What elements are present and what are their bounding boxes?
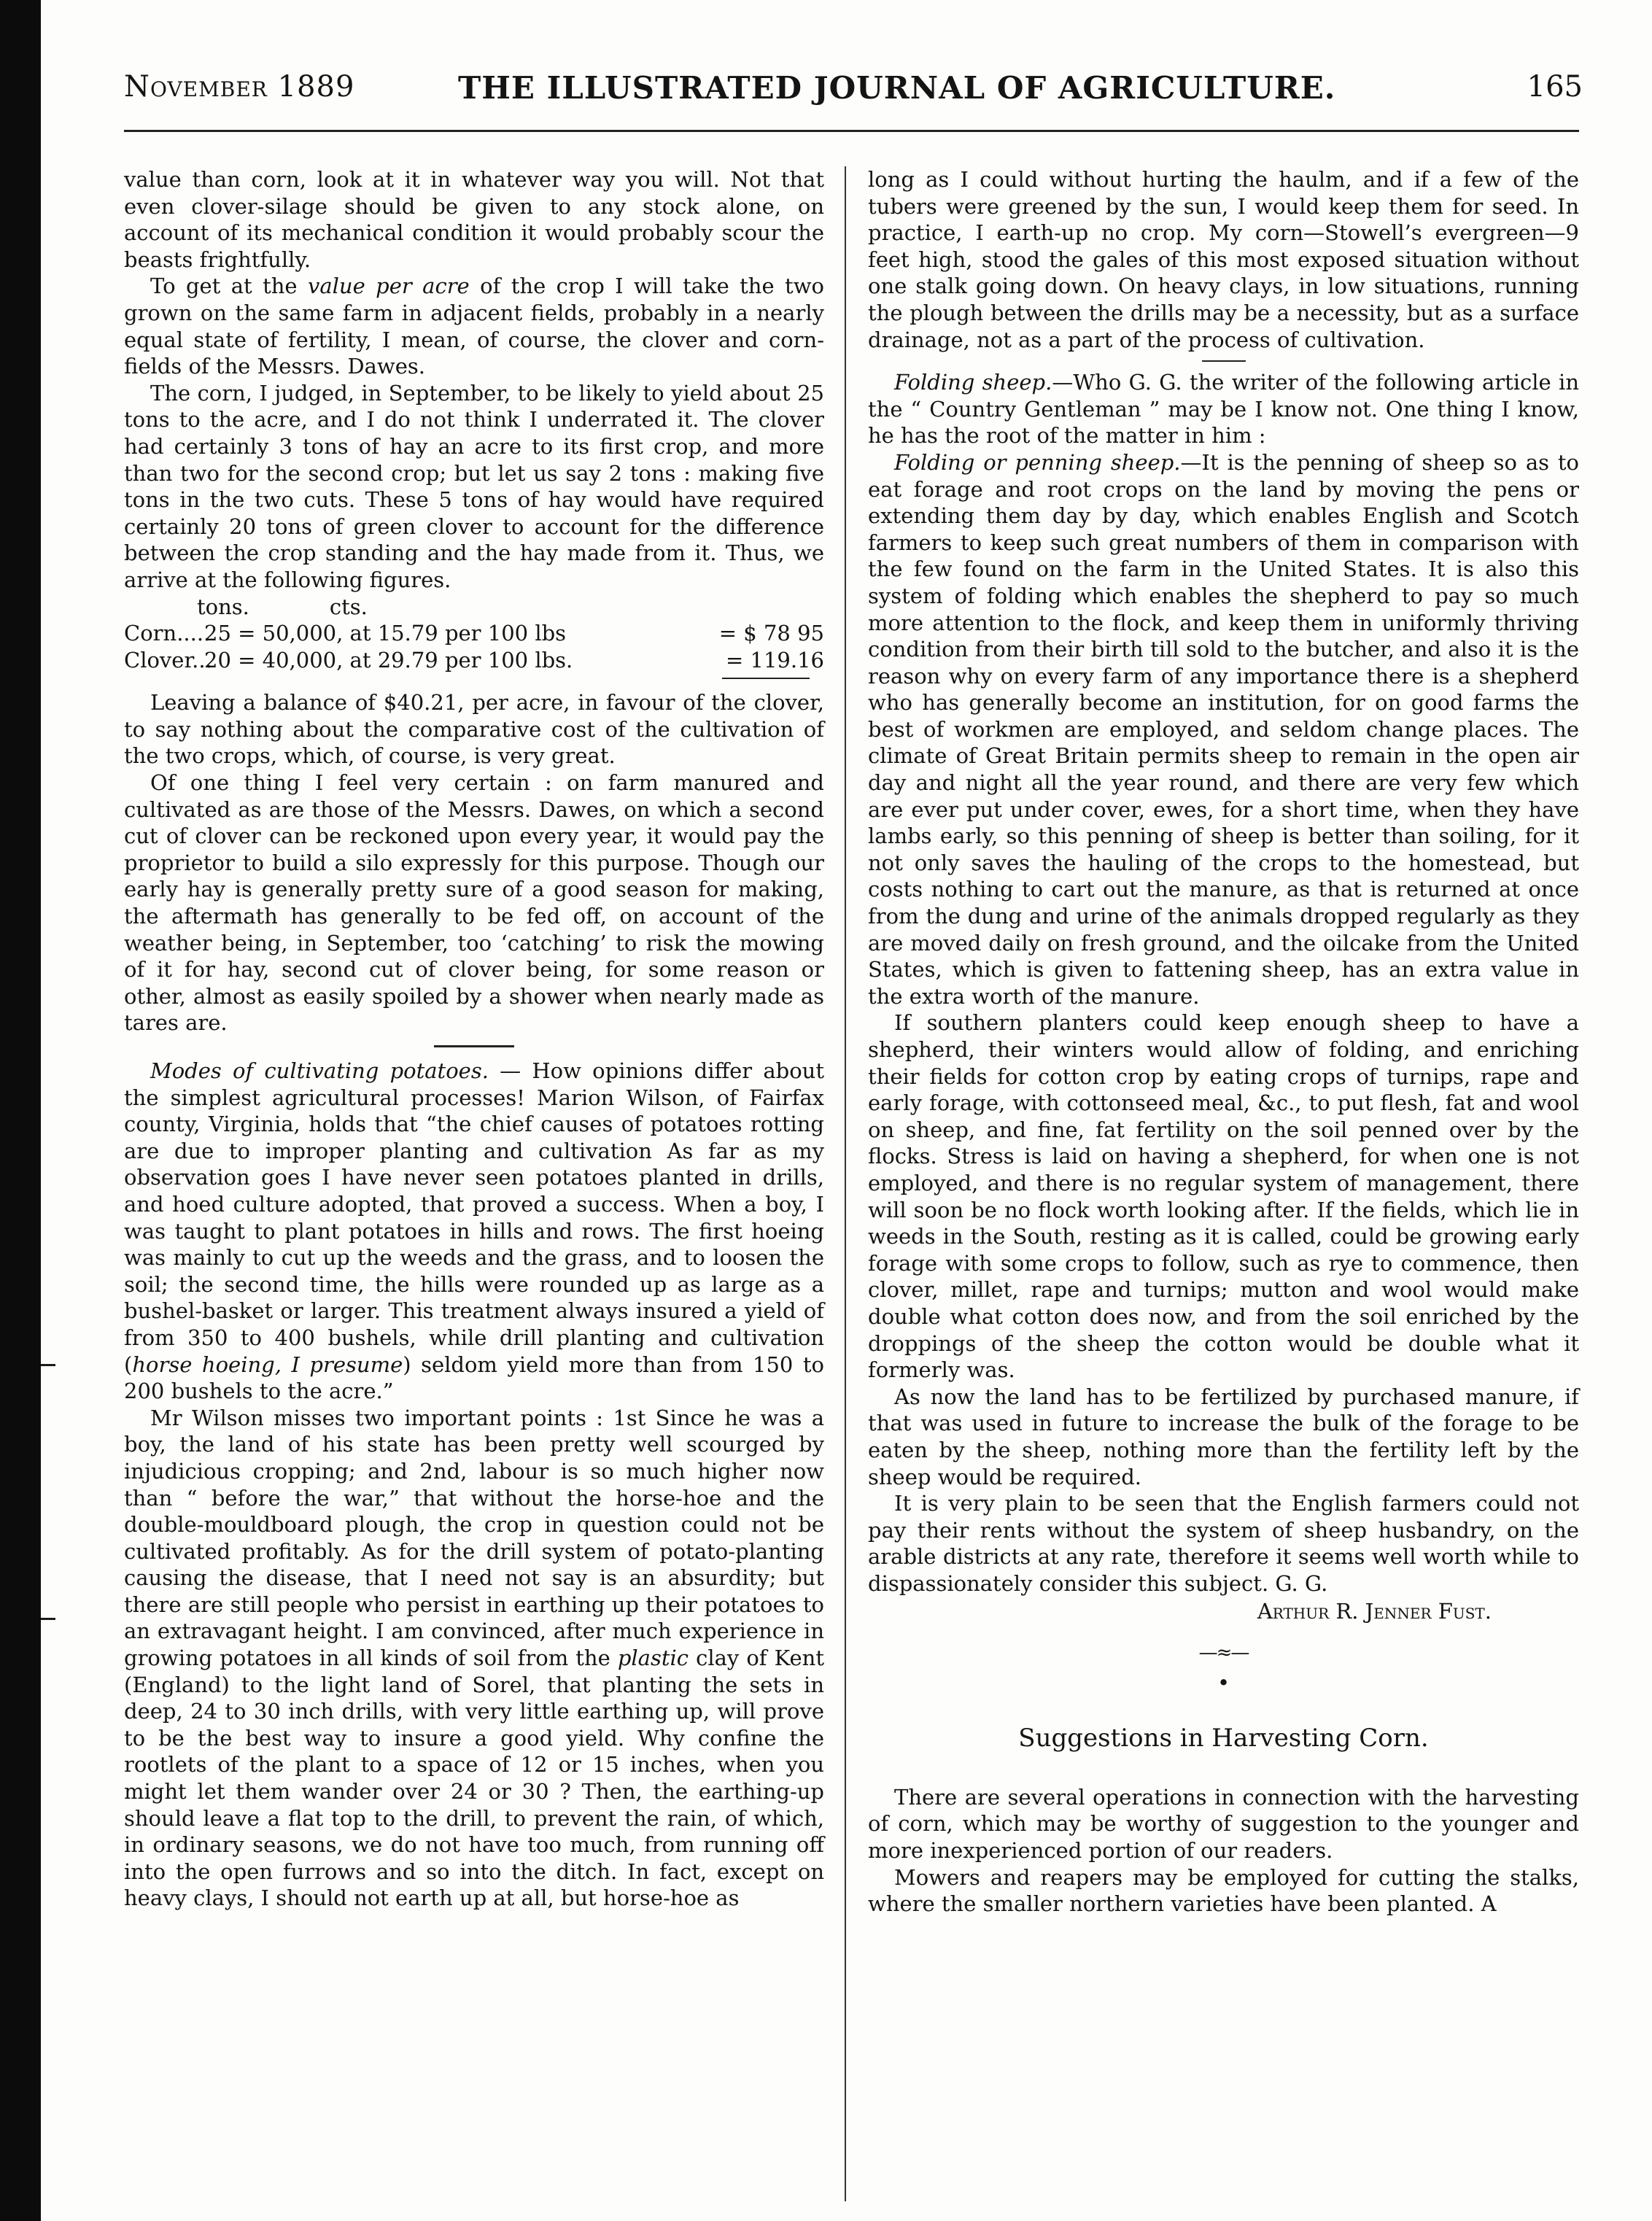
ornament-dot: • <box>1217 1670 1230 1695</box>
right-column <box>868 166 1579 1918</box>
paragraph: long as I could without hurting the haulm, and if a few of the tubers were greened by the sun, I would keep them for seed. In practice, I earth-up no crop. My corn—Stowell’s evergreen—9 feet high, stood the gales of this most exposed situation without one stalk going down. On heavy clays, in low situations, running the plough between the drills may be a necessity, but as a surface drainage, not as a part of the process of cultivation. <box>868 167 1579 352</box>
ornament-divider: —≈— <box>1198 1642 1249 1664</box>
author-signature: Arthur R. Jenner Fust. <box>1257 1599 1492 1624</box>
page-number: 165 <box>1527 70 1583 104</box>
margin-mark <box>41 1618 55 1620</box>
section-separator <box>434 1045 514 1047</box>
paragraph: value than corn, look at it in whatever way you will. Not that even clover-silage should be given to any stock alone, on account of its mechanical condition it would probably scour the beasts frightfully. <box>124 167 824 272</box>
left-column <box>124 166 824 1912</box>
paragraph: Folding sheep.—Who G. G. the writer of the following article in the “ Country Gentleman ” may be I know not. One thing I know, he has the root of the matter in him : <box>868 370 1579 449</box>
paragraph: As now the land has to be fertilized by purchased manure, if that was used in future to increase the bulk of the forage to be eaten by the sheep, nothing more than the fertility left by the sheep would be required. <box>868 1384 1579 1489</box>
paragraph: Folding or penning sheep.—It is the penning of sheep so as to eat forage and root crops on the land by moving the pens or extending them day by day, which enables English and Scotch farmers to keep such great numbers of them in comparison with the few found on the farm in the United States. It is also this system of folding which enables the shepherd to pay so much more attention to the flock, and keep them in uniformly thriving condition from their birth till sold to the butcher, and also it is the reason why on every farm of any importance there is a shepherd who has generally become an institution, for on good farms the best of workmen are employed, and seldom change places. The climate of Great Britain permits sheep to remain in the open air day and night all the year round, and there are very few which are ever put under cover, ewes, for a short time, when they have lambs early, so this penning of sheep is better than soiling, for it not only saves the hauling of the crops to the homestead, but costs nothing to cart out the manure, as that is returned at once from the dung and urine of the animals dropped regularly as they are moved daily on fresh ground, and the oilcake from the United States, which is given to fattening sheep, has an extra value in the extra worth of the manure. <box>868 449 1579 1009</box>
paragraph: If southern planters could keep enough sheep to have a shepherd, their winters would allow of folding, and enriching their fields for cotton crop by eating crops of turnips, rape and early forage, with cottonseed meal, &c., to put flesh, fat and wool on sheep, and fine, fat fertility on the soil penned over by the flocks. Stress is laid on having a shepherd, for when one is not employed, and there is no regular system of management, there will soon be no flock worth looking after. If the fields, which lie in weeds in the South, resting as it is called, could be growing early forage with some crops to follow, such as rye to commence, then clover, millet, rape and turnips; mutton and wool would make double what cotton does now, and from the soil enriched by the droppings of the sheep the cotton would be double what it formerly was. <box>868 1010 1579 1383</box>
running-head <box>124 70 1583 114</box>
paragraph: Mowers and reapers may be employed for cutting the stalks, where the smaller northern varieties have been planted. A <box>868 1864 1579 1917</box>
journal-title: THE ILLUSTRATED JOURNAL OF AGRICULTURE. <box>458 70 1336 106</box>
calculation-table <box>124 594 824 680</box>
binding-spine <box>0 0 41 2221</box>
paragraph: It is very plain to be seen that the English farmers could not pay their rents without the system of sheep husbandry, on the arable districts at any rate, therefore it seems well worth while to dispassionately consider this subject. G. G. <box>868 1491 1579 1596</box>
calc-units-row: tons. cts. <box>197 594 368 619</box>
calc-row-corn: Corn..... 25 = 50,000, at 15.79 per 100 lbs = $ 78 95 <box>124 621 824 646</box>
header-rule <box>124 130 1579 132</box>
paragraph: Of one thing I feel very certain : on farm manured and cultivated as are those of the Messrs. Dawes, on which a second cut of clover can be reckoned upon every year, it would pay the proprietor to build a silo expressly for this purpose. Though our early hay is generally pretty sure of a good season for making, the aftermath has generally to be fed off, on account of the weather being, in September, too ‘catching’ to risk the mowing of it for hay, second cut of clover being, for some reason or other, almost as easily spoiled by a shower when nearly made as tares are. <box>124 770 824 1036</box>
paragraph: There are several operations in connection with the harvesting of corn, which may be worthy of suggestion to the younger and more inexperienced portion of our readers. <box>868 1784 1579 1864</box>
paragraph: Leaving a balance of $40.21, per acre, in favour of the clover, to say nothing about the comparative cost of the cultivation of the two crops, which, of course, is very great. <box>124 690 824 769</box>
column-rule <box>845 166 846 2201</box>
paragraph: To get at the value per acre of the crop I will take the two grown on the same farm in adjacent fields, probably in a nearly equal state of fertility, I mean, of course, the clover and corn-fields of the Messrs. Dawes. <box>124 274 824 379</box>
paragraph: Mr Wilson misses two important points : 1st Since he was a boy, the land of his state has been pretty well scourged by injudicious cropping; and 2nd, labour is so much higher now than “ before the war,” that without the horse-hoe and the double-mouldboard plough, the crop in question could not be cultivated profitably. As for the drill system of potato-planting causing the disease, that I need not say is an absurdity; but there are still people who persist in earthing up their potatoes to an extravagant height. I am convinced, after much experience in growing potatoes in all kinds of soil from the plastic clay of Kent (England) to the light land of Sorel, that planting the sets in deep, 24 to 30 inch drills, with very little earthing up, will prove to be the best way to insure a good yield. Why confine the rootlets of the plant to a space of 12 or 15 inches, when you might let them wander over 24 or 30 ? Then, the earthing-up should leave a flat top to the drill, to prevent the rain, of which, in ordinary seasons, we do not have too much, from running off into the open furrows and so into the ditch. In fact, except on heavy clays, I should not earth up at all, but horse-hoe as <box>124 1405 824 1911</box>
section-title: Suggestions in Harvesting Corn. <box>1018 1724 1429 1753</box>
paragraph: The corn, I judged, in September, to be likely to yield about 25 tons to the acre, and I do not think I underrated it. The clover had certainly 3 tons of hay an acre to its first crop, and more than two for the second crop; but let us say 2 tons : making five tons in the two cuts. These 5 tons of hay would have required certainly 20 tons of green clover to account for the difference between the crop standing and the hay made from it. Thus, we arrive at the following figures. <box>124 380 824 592</box>
section-separator <box>1202 360 1246 362</box>
paragraph: Modes of cultivating potatoes. — How opinions differ about the simplest agricultural processes! Marion Wilson, of Fairfax county, Virginia, holds that “the chief causes of potatoes rotting are due to improper planting and cultivation As far as my observation goes I have never seen potatoes planted in drills, and hoed culture adopted, that proved a success. When a boy, I was taught to plant potatoes in hills and rows. The first hoeing was mainly to cut up the weeds and the grass, and to loosen the soil; the second time, the hills were rounded up as large as a bushel-basket or larger. This treatment always insured a yield of from 350 to 400 bushels, while drill planting and cultivation (horse hoeing, I presume) seldom yield more than from 150 to 200 bushels to the acre.” <box>124 1058 825 1404</box>
margin-mark <box>41 1364 55 1366</box>
sum-rule <box>722 678 810 679</box>
calc-row-clover: Clover... 20 = 40,000, at 29.79 per 100 lbs. = 119.16 <box>124 647 824 672</box>
header-date: November 1889 <box>124 70 355 104</box>
